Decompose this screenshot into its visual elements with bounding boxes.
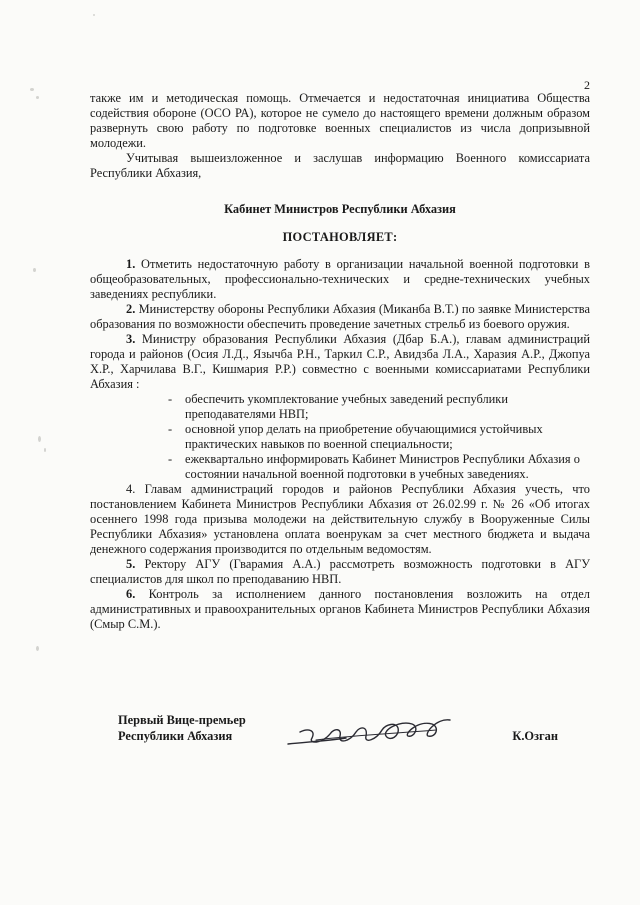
- intro-paragraph: также им и методическая помощь. Отмечается и недостаточная инициатива Общества содействия обороне (ОСО РА), которое не сумело до настоящего времени должным образом развернуть свою работу по подготовке военных специалистов из числа допризывной молодежи.: [90, 91, 590, 150]
- signatory-title: [118, 712, 246, 744]
- document-body: [90, 91, 590, 632]
- scan-speck: [36, 646, 39, 651]
- item-text: Министерству обороны Республики Абхазия (Миканба В.Т.) по заявке Министерства образования по возможности обеспечить проведение зачетных стрельб из боевого оружия.: [90, 302, 590, 331]
- intro-paragraph: Учитывая вышеизложенное и заслушав информацию Военного комиссариата Республики Абхазия,: [90, 151, 590, 180]
- scan-speck: [30, 88, 34, 91]
- decree-item: [90, 587, 590, 632]
- item-number: 6.: [126, 587, 136, 601]
- item-text: Главам администраций городов и районов Республики Абхазия учесть, что постановлением Кабинета Министров Республики Абхазия от 26.02.99 г. № 26 «Об итогах осеннего 1998 года призыва молодежи на действительную службу в Вооруженные Силы Республики Абхазия» установлена оплата военрукам за счет местного бюджета и выдача денежного содержания производится по отдельным ведомостям.: [90, 482, 590, 556]
- decree-heading: ПОСТАНОВЛЯЕТ:: [282, 230, 398, 244]
- scan-speck: [44, 448, 46, 452]
- bullet-list: [90, 392, 590, 482]
- item-number: 4.: [126, 482, 136, 496]
- item-number: 3.: [126, 332, 136, 346]
- decree-item: [90, 332, 590, 392]
- handwritten-signature: [286, 714, 456, 754]
- scan-speck: [33, 268, 36, 272]
- decree-item: [90, 557, 590, 587]
- scan-speck: [36, 96, 39, 99]
- item-number: 2.: [126, 302, 136, 316]
- bullet-item: - основной упор делать на приобретение обучающимися устойчивых практических навыков по военной специальности;: [168, 422, 590, 452]
- signatory-name: К.Озган: [512, 729, 558, 743]
- signature-block: [118, 712, 558, 762]
- decree-item: [90, 302, 590, 332]
- item-number: 1.: [126, 257, 136, 271]
- page-number: 2: [584, 78, 590, 92]
- bullet-item: - обеспечить укомплектование учебных заведений республики преподавателями НВП;: [168, 392, 590, 422]
- decree-item: [90, 257, 590, 302]
- item-text: Отметить недостаточную работу в организации начальной военной подготовки в общеобразовательных, профессионально-технических и средне-технических учебных заведениях республики.: [90, 257, 590, 301]
- decree-item: [90, 482, 590, 557]
- item-text: Ректору АГУ (Гварамия А.А.) рассмотреть возможность подготовки в АГУ специалистов для школ по преподаванию НВП.: [90, 557, 590, 586]
- signatory-title-line: Республики Абхазия: [118, 729, 233, 743]
- signatory-title-line: Первый Вице-премьер: [118, 713, 246, 727]
- cabinet-heading: Кабинет Министров Республики Абхазия: [224, 202, 456, 216]
- item-text: Министру образования Республики Абхазия (Дбар Б.А.), главам администраций города и районов (Осия Л.Д., Язычба Р.Н., Таркил С.Р., Авидзба Л.А., Харазия А.Р., Джопуа Х.Р., Харчилава В.Г., Кишмария Р.Р.) совместно с военными комиссариатами Республики Абхазия :: [90, 332, 590, 391]
- scan-speck: [38, 436, 41, 442]
- item-text: Контроль за исполнением данного постановления возложить на отдел административных и правоохранительных органов Кабинета Министров Республики Абхазия (Смыр С.М.).: [90, 587, 590, 631]
- scan-speck: [93, 14, 95, 16]
- bullet-item: - ежеквартально информировать Кабинет Министров Республики Абхазия о состоянии начальной военной подготовки в учебных заведениях.: [168, 452, 590, 482]
- item-number: 5.: [126, 557, 136, 571]
